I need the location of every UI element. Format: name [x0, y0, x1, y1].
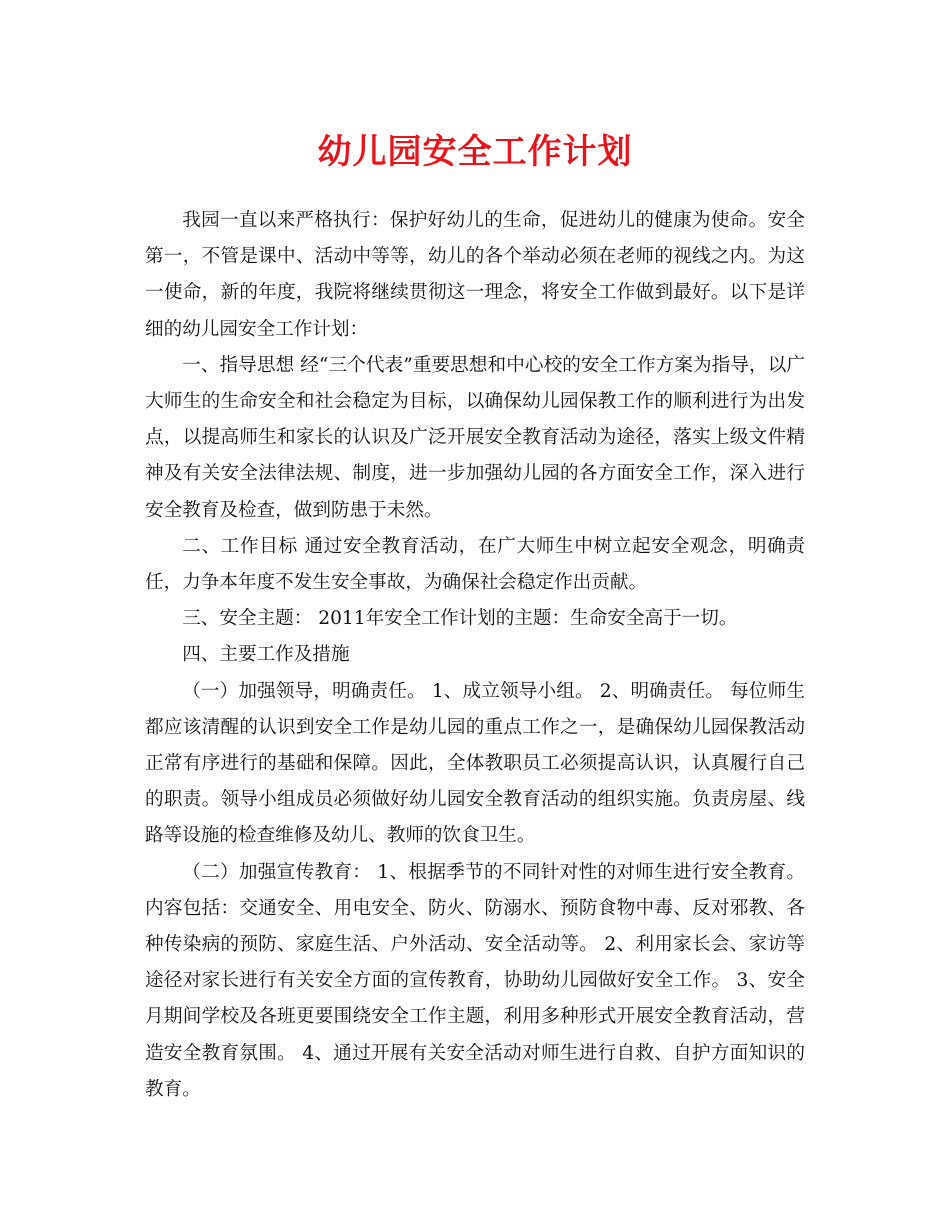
paragraph-work-goals: 二、工作目标 通过安全教育活动，在广大师生中树立起安全观念，明确责任，力争本年度不发生安全事故，为确保社会稳定作出贡献。: [145, 535, 805, 594]
paragraph-leadership: （一）加强领导，明确责任。 1、成立领导小组。 2、明确责任。 每位师生都应该清醒的认识到安全工作是幼儿园的重点工作之一，是确保幼儿园保教活动正常有序进行的基础和保障。因此，全体教职员工必须提高认识，认真履行自己的职责。领导小组成员必须做好幼儿园安全教育活动的组织实施。负责房屋、线路等设施的检查维修及幼儿、教师的饮食卫生。: [145, 680, 805, 847]
document-body: [145, 203, 805, 1108]
paragraph-safety-theme: 三、安全主题： 2011年安全工作计划的主题：生命安全高于一切。: [182, 608, 738, 630]
document-title: 幼儿园安全工作计划: [317, 132, 633, 172]
paragraph-intro: 我园一直以来严格执行：保护好幼儿的生命，促进幼儿的健康为使命。安全第一，不管是课中、活动中等等，幼儿的各个举动必须在老师的视线之内。为这一使命，新的年度，我院将继续贯彻这一理念，将安全工作做到最好。以下是详细的幼儿园安全工作计划：: [145, 210, 805, 340]
paragraph-main-measures-heading: 四、主要工作及措施: [182, 644, 350, 666]
paragraph-publicity-education: （二）加强宣传教育： 1、根据季节的不同针对性的对师生进行安全教育。内容包括：交通安全、用电安全、防火、防溺水、预防食物中毒、反对邪教、各种传染病的预防、家庭生活、户外活动、安全活动等。 2、利用家长会、家访等途径对家长进行有关安全方面的宣传教育，协助幼儿园做好安全工作。 3、安全月期间学校及各班更要围绕安全工作主题，利用多种形式开展安全教育活动，营造安全教育氛围。 4、通过开展有关安全活动对师生进行自救、自护方面知识的教育。: [145, 861, 805, 1100]
paragraph-guiding-ideology: 一、指导思想 经“三个代表”重要思想和中心校的安全工作方案为指导，以广大师生的生命安全和社会稳定为目标，以确保幼儿园保教工作的顺利进行为出发点，以提高师生和家长的认识及广泛开展安全教育活动为途径，落实上级文件精神及有关安全法律法规、制度，进一步加强幼儿园的各方面安全工作，深入进行安全教育及检查，做到防患于未然。: [145, 354, 805, 521]
